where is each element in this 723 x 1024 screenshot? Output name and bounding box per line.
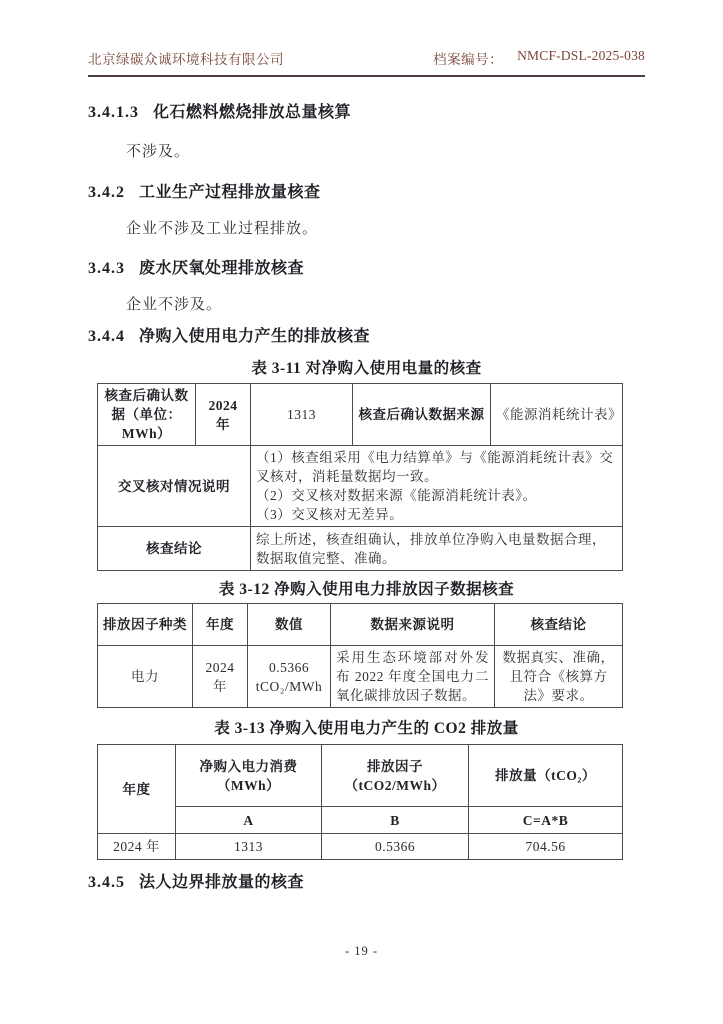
col-header-value: 数值 bbox=[248, 604, 331, 646]
paragraph: 企业不涉及工业过程排放。 bbox=[126, 221, 319, 237]
crosscheck-details bbox=[251, 446, 623, 527]
year-cell: 2024 年 bbox=[196, 384, 251, 446]
section-title: 工业生产过程排放量核查 bbox=[139, 184, 321, 201]
section-title: 法人边界排放量的核查 bbox=[139, 874, 305, 891]
company-name: 北京绿碳众诚环境科技有限公司 bbox=[88, 52, 284, 67]
factor-value-cell bbox=[248, 646, 331, 708]
section-heading-344 bbox=[88, 327, 645, 347]
table-3-11 bbox=[97, 383, 623, 571]
table-3-11-caption: 表 3-11 对净购入使用电量的核查 bbox=[251, 360, 482, 377]
section-title: 化石燃料燃烧排放总量核算 bbox=[153, 104, 352, 121]
col-header-factor: 排放因子（tCO2/MWh） bbox=[322, 745, 469, 807]
archive-number: NMCF-DSL-2025-038 bbox=[517, 48, 645, 63]
crosscheck-item-1: （1）核查组采用《电力结算单》与《能源消耗统计表》交叉核对，消耗量数据均一致。 bbox=[256, 450, 614, 484]
col-header-year: 年度 bbox=[193, 604, 248, 646]
table-row bbox=[98, 446, 623, 527]
factor-conclusion-cell: 数据真实、准确，且符合《核算方法》要求。 bbox=[495, 646, 623, 708]
section-number: 3.4.1.3 bbox=[88, 104, 139, 121]
electricity-value-cell: 1313 bbox=[251, 384, 353, 446]
conclusion-label: 核查结论 bbox=[98, 527, 251, 571]
table-row bbox=[98, 834, 623, 860]
year-cell: 2024 年 bbox=[193, 646, 248, 708]
table-3-13 bbox=[97, 744, 623, 860]
confirmed-data-label: 核查后确认数据（单位：MWh） bbox=[98, 384, 196, 446]
symbol-a: A bbox=[176, 807, 322, 834]
section-number: 3.4.5 bbox=[88, 874, 125, 891]
col-header-emission: 排放量（tCO₂） bbox=[469, 745, 623, 807]
table-header-row bbox=[98, 745, 623, 807]
table-3-13-caption: 表 3-13 净购入使用电力产生的 CO2 排放量 bbox=[214, 720, 519, 737]
table-header-row bbox=[98, 604, 623, 646]
symbol-c: C=A*B bbox=[469, 807, 623, 834]
section-heading-342 bbox=[88, 183, 645, 203]
paragraph: 不涉及。 bbox=[126, 144, 191, 160]
symbol-b: B bbox=[322, 807, 469, 834]
section-heading-343 bbox=[88, 259, 645, 279]
crosscheck-label: 交叉核对情况说明 bbox=[98, 446, 251, 527]
factor-value-unit: tCO₂/MWh bbox=[255, 678, 323, 694]
conclusion-text: 综上所述，核查组确认，排放单位净购入电量数据合理，数据取值完整、准确。 bbox=[251, 527, 623, 571]
col-header-consumption: 净购入电力消费（MWh） bbox=[176, 745, 322, 807]
section-number: 3.4.2 bbox=[88, 184, 125, 201]
table-3-12-caption: 表 3-12 净购入使用电力排放因子数据核查 bbox=[218, 581, 515, 598]
col-header-source: 数据来源说明 bbox=[331, 604, 495, 646]
section-heading-3413 bbox=[88, 103, 645, 123]
col-header-conclusion: 核查结论 bbox=[495, 604, 623, 646]
table-symbol-row bbox=[98, 807, 623, 834]
table-row bbox=[98, 527, 623, 571]
table-3-12 bbox=[97, 603, 623, 708]
factor-type-cell: 电力 bbox=[98, 646, 193, 708]
year-cell: 2024 年 bbox=[98, 834, 176, 860]
data-source-value: 《能源消耗统计表》 bbox=[491, 384, 623, 446]
col-header-year: 年度 bbox=[98, 745, 176, 834]
section-number: 3.4.3 bbox=[88, 260, 125, 277]
data-source-label: 核查后确认数据来源 bbox=[353, 384, 491, 446]
section-title: 净购入使用电力产生的排放核查 bbox=[139, 328, 371, 345]
emission-cell: 704.56 bbox=[469, 834, 623, 860]
page-number: - 19 - bbox=[344, 944, 379, 958]
crosscheck-item-2: （2）交叉核对数据来源《能源消耗统计表》。 bbox=[256, 488, 537, 503]
factor-source-cell: 采用生态环境部对外发布 2022 年度全国电力二氧化碳排放因子数据。 bbox=[331, 646, 495, 708]
col-header-factor-type: 排放因子种类 bbox=[98, 604, 193, 646]
table-row bbox=[98, 384, 623, 446]
section-heading-345 bbox=[88, 873, 645, 893]
table-row bbox=[98, 646, 623, 708]
paragraph: 企业不涉及。 bbox=[126, 297, 223, 313]
factor-value-number: 0.5366 bbox=[268, 659, 310, 675]
page-header bbox=[88, 48, 645, 77]
factor-cell: 0.5366 bbox=[322, 834, 469, 860]
crosscheck-item-3: （3）交叉核对无差异。 bbox=[256, 507, 404, 522]
archive-label: 档案编号： bbox=[433, 52, 504, 67]
section-number: 3.4.4 bbox=[88, 328, 125, 345]
section-title: 废水厌氧处理排放核查 bbox=[139, 260, 305, 277]
consumption-cell: 1313 bbox=[176, 834, 322, 860]
